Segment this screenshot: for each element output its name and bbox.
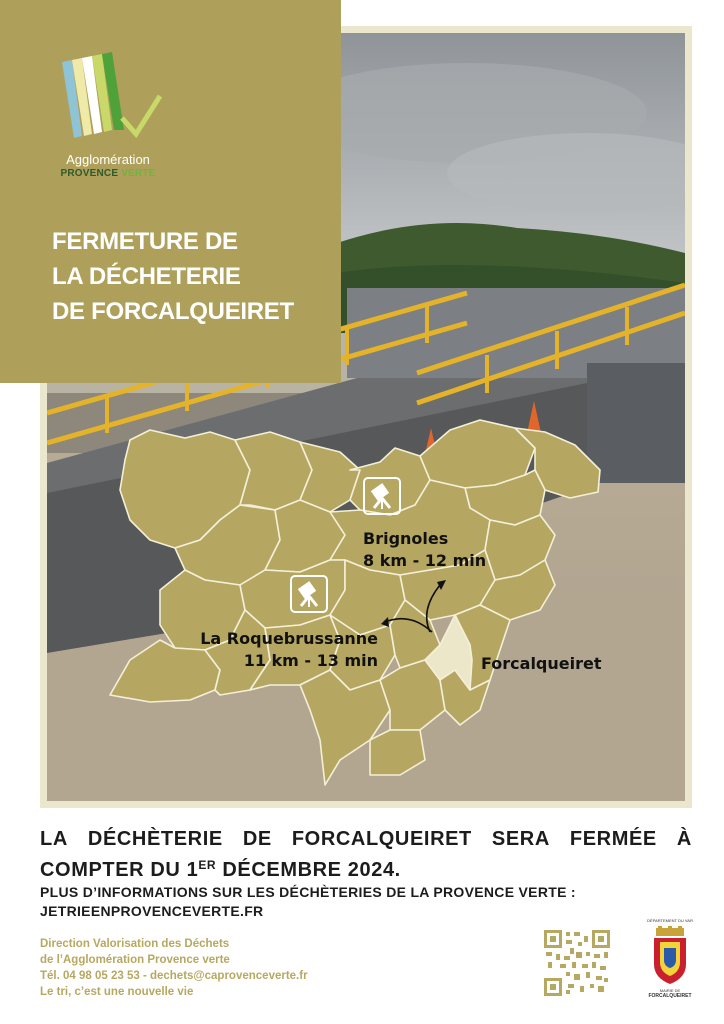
- logo-subtitle: [0, 168, 216, 179]
- headline-line-1: [40, 826, 692, 852]
- headline-date-pre: COMPTER DU 1: [40, 859, 199, 881]
- headline-word: DE: [242, 828, 272, 850]
- crest-mid-text: MAIRIE DE: [659, 988, 681, 993]
- brignoles-distance: 8 km - 12 min: [363, 551, 487, 570]
- headline-line-2: [40, 852, 692, 883]
- commune-shape: [370, 730, 425, 775]
- logo-name: Agglomération: [66, 152, 150, 167]
- title-line-3: DE FORCALQUEIRET: [52, 298, 294, 325]
- forcalqueiret-name: Forcalqueiret: [481, 654, 602, 673]
- crest-bottom-text: FORCALQUEIRET: [648, 993, 692, 999]
- crest-top-text: DÉPARTEMENT DU VAR: [647, 918, 693, 923]
- info-line: PLUS D’INFORMATIONS SUR LES DÉCHÈTERIES DE LA PROVENCE VERTE :: [40, 884, 576, 900]
- forcalqueiret-label: [481, 653, 602, 675]
- headline-date-post: DÉCEMBRE 2024.: [216, 859, 401, 881]
- agglomeration-logo: [56, 48, 166, 148]
- closure-headline: [40, 826, 692, 883]
- contact-phone-email[interactable]: Tél. 04 98 05 23 53 - dechets@caprovenceverte.fr: [40, 970, 308, 982]
- brignoles-label: [363, 528, 486, 572]
- roquebrussanne-distance: 11 km - 13 min: [243, 651, 378, 670]
- title-line-1: FERMETURE DE: [52, 228, 238, 255]
- headline-word: DÉCHÈTERIE: [87, 828, 223, 850]
- headline-word: FORCALQUEIRET: [291, 828, 472, 850]
- headline-word: LA: [40, 828, 68, 850]
- title-line-2: LA DÉCHETERIE: [52, 263, 241, 290]
- contact-organization: de l’Agglomération Provence verte: [40, 954, 230, 966]
- roquebrussanne-name: La Roquebrussanne: [200, 629, 378, 648]
- headline-word: À: [676, 828, 692, 850]
- title-panel: [0, 0, 341, 383]
- qr-code[interactable]: [544, 930, 610, 996]
- headline-word: FERMÉE: [569, 828, 657, 850]
- logo-sub-part1: PROVENCE: [60, 168, 119, 179]
- info-block: [40, 883, 692, 921]
- website-link[interactable]: JETRIEENPROVENCEVERTE.FR: [40, 903, 264, 919]
- logo-sub-part2: VERTE: [121, 168, 156, 179]
- roquebrussanne-label: [160, 628, 378, 672]
- page-title: [52, 224, 337, 329]
- headline-word: SERA: [491, 828, 550, 850]
- contact-slogan: Le tri, c’est une nouvelle vie: [40, 986, 194, 998]
- contact-department: Direction Valorisation des Déchets: [40, 938, 230, 950]
- headline-date-sup: ER: [198, 858, 217, 872]
- brignoles-name: Brignoles: [363, 529, 449, 548]
- coat-of-arms-icon: [650, 926, 690, 986]
- contact-block: [40, 936, 400, 1000]
- municipal-crest: [645, 918, 695, 1004]
